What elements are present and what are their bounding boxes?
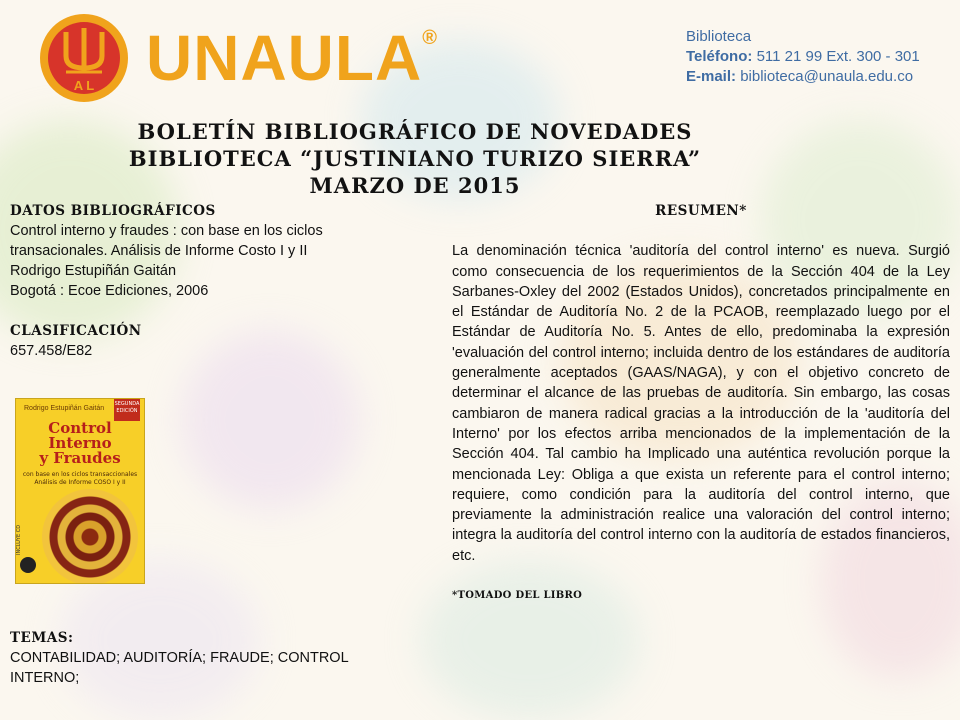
summary-section bbox=[452, 201, 950, 606]
logo-letters: A L bbox=[73, 78, 95, 93]
brand-name: UNAULA® bbox=[146, 22, 438, 94]
title-line-3: MARZO DE 2015 bbox=[309, 173, 521, 198]
cover-title: Control Interno y Fraudes bbox=[39, 419, 121, 467]
topics-section bbox=[10, 628, 400, 688]
classification-label: CLASIFICACIÓN bbox=[10, 323, 142, 339]
unaula-emblem-icon bbox=[36, 10, 132, 106]
library-label: Biblioteca bbox=[686, 28, 752, 45]
cover-cd-label: INCLUYE CD bbox=[16, 524, 22, 555]
title-line-1: BOLETÍN BIBLIOGRÁFICO DE NOVEDADES bbox=[137, 119, 693, 144]
bibliographic-line-2: transacionales. Análisis de Informe Costo I y II bbox=[10, 243, 308, 259]
book-cover bbox=[15, 398, 145, 584]
bibliographic-line-3: Rodrigo Estupiñán Gaitán bbox=[10, 263, 177, 279]
summary-footnote: *TOMADO DEL LIBRO bbox=[452, 590, 583, 602]
summary-label: RESUMEN* bbox=[655, 203, 747, 219]
bibliographic-line-1: Control interno y fraudes : con base en los ciclos bbox=[10, 223, 323, 239]
cover-edition-badge: SEGUNDA EDICIÓN bbox=[114, 399, 140, 421]
bibliographic-line-4: Bogotá : Ecoe Ediciones, 2006 bbox=[10, 283, 209, 299]
library-contact bbox=[686, 27, 920, 87]
phone-label: Teléfono: bbox=[686, 48, 753, 65]
topics-line-2: INTERNO; bbox=[10, 670, 80, 686]
cover-author: Rodrigo Estupiñán Gaitán bbox=[24, 405, 105, 412]
cd-icon bbox=[20, 557, 36, 573]
topics-line-1: CONTABILIDAD; AUDITORÍA; FRAUDE; CONTROL bbox=[10, 650, 349, 666]
phone-line bbox=[686, 47, 920, 67]
classification-value: 657.458/E82 bbox=[10, 343, 93, 359]
bibliographic-section bbox=[10, 201, 390, 361]
registered-mark: ® bbox=[422, 27, 438, 49]
cover-subtitle: con base en los ciclos transaccionales Análisis de Informe COSO I y II bbox=[22, 471, 138, 486]
cover-spiral-art bbox=[42, 489, 138, 584]
unaula-logo bbox=[36, 10, 438, 106]
phone-value: 511 21 99 Ext. 300 - 301 bbox=[756, 48, 920, 65]
bibliographic-label: DATOS BIBLIOGRÁFICOS bbox=[10, 203, 216, 219]
summary-text: La denominación técnica 'auditoría del control interno' es nueva. Surgió como consecuencia de los requerimientos de la Sección 404 de la Ley Sarbanes-Oxley del 2002 (Estados Unidos), concretados principalmente en el Estándar de Auditoría No. 2 de la PCAOB, reemplazado luego por el Estándar de Auditoría No. 5. Antes de ello, predominaba la expresión 'evaluación del control interno; incluida dentro de los estándares de auditoría generalmente aceptados (GAAS/NAGA), y con el objetivo concreto de determinar el alcance de las pruebas de auditoría. Sin embargo, las cosas cambiaron de manera radical gracias a la introducción de la 'auditoría del Interno' por los efectos arriba mencionados de la implementación de la Sección 404. Tal cambio ha Implicado una auténtica revolución porque la mencionada Ley: Obliga a que exista un referente para el control interno; requiere, como condición para la auditoría del control interno, que previamente la administración realice una valoración del control interno; integra la auditoría del control interno con la auditoría de estados financieros, etc. bbox=[452, 243, 950, 564]
bulletin-title bbox=[0, 118, 830, 199]
topics-label: TEMAS: bbox=[10, 630, 74, 646]
email-label: E-mail: bbox=[686, 68, 737, 85]
email-line bbox=[686, 67, 920, 87]
email-value[interactable]: biblioteca@unaula.edu.co bbox=[740, 68, 914, 85]
title-line-2: BIBLIOTECA “JUSTINIANO TURIZO SIERRA” bbox=[128, 146, 702, 171]
